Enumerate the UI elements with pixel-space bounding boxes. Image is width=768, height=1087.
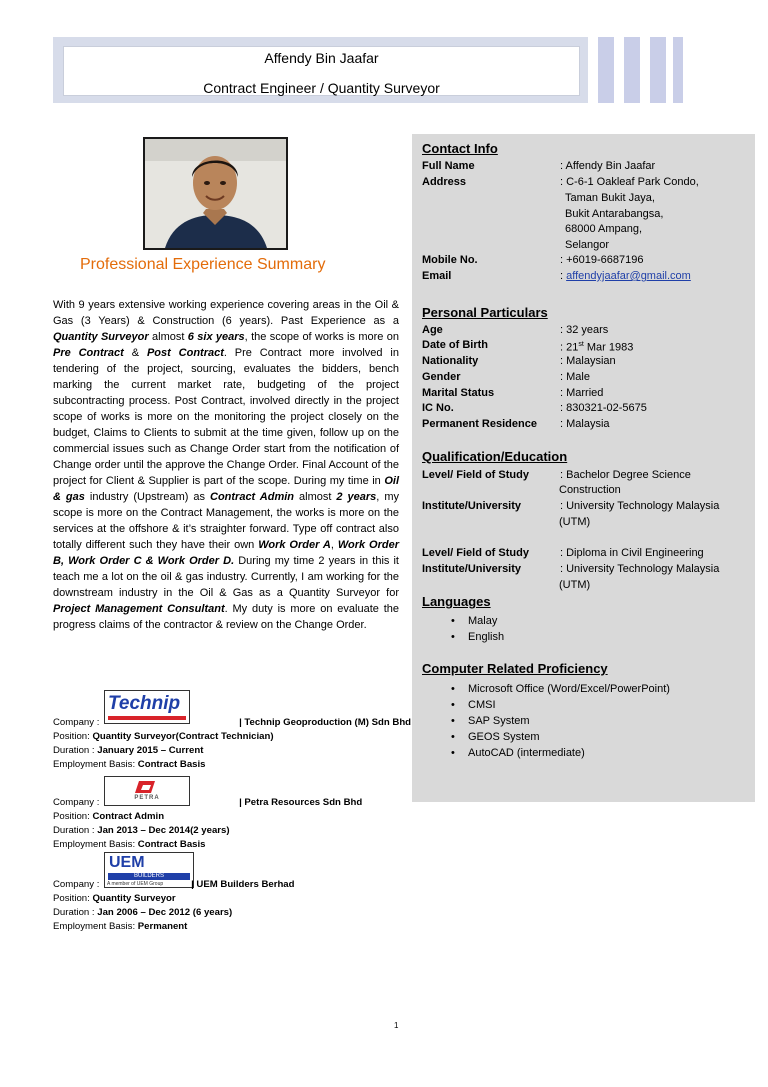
qualification-heading: Qualification/Education	[422, 449, 568, 464]
uem-logo: UEM BUILDERS A member of UEM Group	[104, 852, 194, 888]
technip-logo: Technip	[104, 690, 190, 724]
list-item: • English	[451, 629, 504, 645]
company-entry-uem: Company : | UEM Builders Berhad Position: Quantity Surveyor Duration : Jan 2006 – Dec 2012 (6 years) Employment Basis: Permanent	[53, 879, 295, 932]
company-entry-petra: Company : | Petra Resources Sdn Bhd Position: Contract Admin Duration : Jan 2013 – Dec 2014(2 years) Employment Basis: Contract Basis	[53, 797, 363, 850]
personal-particulars-heading: Personal Particulars	[422, 305, 548, 320]
candidate-role: Contract Engineer / Quantity Surveyor	[203, 80, 440, 96]
header-decor-bar	[673, 37, 683, 103]
list-item: • CMSI	[451, 697, 670, 713]
header-decor-bar	[650, 37, 666, 103]
header-decor-bar	[624, 37, 640, 103]
header-decor-bar	[598, 37, 614, 103]
list-item: • GEOS System	[451, 729, 670, 745]
list-item: • SAP System	[451, 713, 670, 729]
email-link[interactable]: affendyjaafar@gmail.com	[566, 270, 691, 282]
experience-summary-text: With 9 years extensive working experience covering areas in the Oil & Gas (3 Years) & Construction (6 years). Past Experience as a Quantity Surveyor almost 6 six years, the scope of works is more on Pre Contract & Post Contract. Pre Contract more involved in tendering of the project, sourcing, evaluates the bidders, bench marking the current market rate, budgeting of the project subcontracting process. Post Contract, involved directly in the project scope of works is more on the monitoring the project closely on the budget, Claims to Clients to submit at the time given, follow up on the commercial issues such as Change Order start from the notification of Change order until the approve the Change Order. Final Account of the project for Client & Supplier is part of the scope. During my time in Oil & gas industry (Upstream) as Contract Admin almost 2 years, my scope is more on the Contract Management, the works is more on the services at the offshore & it’s straighter forward. Type off contract also totally different such they have their own Work Order A, Work Order B, Work Order C & Work Order D. During my time 2 years in this it teach me a lot on the oil & gas industry. Currently, I am working for the downstream industry in the Oil & Gas as a Quantity Surveyor for Project Management Consultant. My duty is more on evaluate the progress claims of the contractor & review on the Change Order.	[53, 299, 400, 631]
contact-info-heading: Contact Info	[422, 141, 498, 156]
page-number: 1	[394, 1021, 399, 1030]
list-item: • AutoCAD (intermediate)	[451, 745, 670, 761]
profile-photo	[143, 137, 288, 250]
computer-proficiency-heading: Computer Related Proficiency	[422, 661, 608, 676]
languages-list	[451, 613, 504, 645]
list-item: • Malay	[451, 613, 504, 629]
petra-logo: PETRA	[104, 776, 190, 806]
languages-heading: Languages	[422, 594, 491, 609]
experience-summary-title: Professional Experience Summary	[80, 256, 326, 273]
company-entry-technip: Company : | Technip Geoproduction (M) Sdn Bhd Position: Quantity Surveyor(Contract Technician) Duration : January 2015 – Current Employment Basis: Contract Basis	[53, 717, 412, 770]
computer-skills-list	[451, 681, 670, 761]
candidate-name: Affendy Bin Jaafar	[264, 50, 379, 66]
list-item: • Microsoft Office (Word/Excel/PowerPoint)	[451, 681, 670, 697]
